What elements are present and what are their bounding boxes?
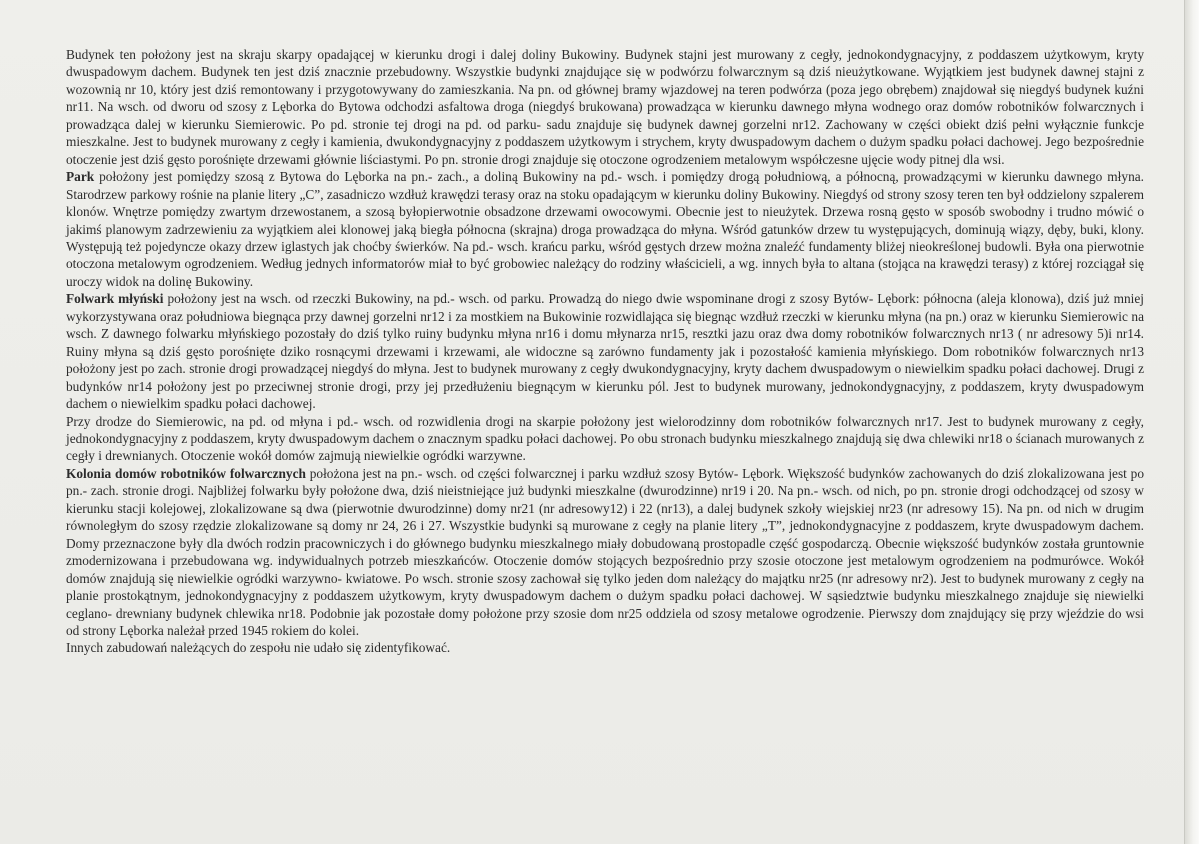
paragraph-text: Innych zabudowań należących do zespołu nie udało się zidentyfikować. [66, 640, 451, 656]
paragraph-text: Przy drodze do Siemierowic, na pd. od młyna i pd.- wsch. od rozwidlenia drogi na skarpie położony jest wielorodzinny dom robotników folwarcznych nr17. Jest to budynek murowany z cegły, jednokondygnacyjny z poddaszem, kryty dwuspadowym dachem o znacznym spadku połaci dachowej. Po obu stronach budynku mieszkalnego znajdują się dwa chlewiki nr18 o ścianach murowanych z cegły i drewnianych. Otoczenie wokół domów zajmują niewielkie ogródki warzywne. [66, 413, 1144, 464]
paragraph-workers-colony [66, 465, 1144, 640]
page-edge-shadow [1184, 0, 1199, 844]
paragraph-closing [66, 639, 1144, 656]
paragraph-stable-building [66, 46, 1144, 168]
paragraph-heading-park: Park [66, 169, 95, 185]
paragraph-text: położony jest pomiędzy szosą z Bytowa do Lęborka na pn.- zach., a doliną Bukowiny na pd.- wsch. i pomiędzy drogą południową, a północną, prowadzącymi w kierunku dawnego młyna. Starodrzew parkowy rośnie na planie litery „C”, zasadniczo wzdłuż krawędzi terasy oraz na stoku opadającym w kierunku doliny Bukowiny. Niegdyś od strony szosy teren ten był oddzielony szpalerem klonów. Wnętrze pomiędzy zwartym drzewostanem, a szosą byłopierwotnie obsadzone drzewami owocowymi. Obecnie jest to nieużytek. Drzewa rosną gęsto w sposób swobodny i trudno mówić o jakimś planowym zadrzewieniu za wyjątkiem alei klonowej jaką biegła północna (skrajna) droga prowadząca do młyna. Wśród gatunków drzew tu występujących, dominują wiązy, dęby, buki, klony. Występują też pojedyncze okazy drzew iglastych jak choćby świerków. Na pd.- wsch. krańcu parku, wśród gęstych drzew można znaleźć fundamenty bliżej nieokreślonej budowli. Była ona pierwotnie otoczona metalowym ogrodzeniem. Według jednych informatorów miał to być grobowiec należący do rodziny właścicieli, a wg. innych była to altana (stojąca na krawędzi terasy) z której rozciągał się uroczy widok na dolinę Bukowiny. [66, 169, 1144, 289]
paragraph-text: Budynek ten położony jest na skraju skarpy opadającej w kierunku drogi i dalej doliny Bukowiny. Budynek stajni jest murowany z cegły, jednokondygnacyjny, z poddaszem użytkowym, kryty dwuspadowym dachem. Budynek ten jest dziś znacznie przebudowny. Wszystkie budynki znajdujące się w podwórzu folwarcznym są dziś nieużytkowane. Wyjątkiem jest budynek dawnej stajni z wozownią nr 10, który jest dziś remontowany i przygotowywany do zamieszkania. Na pn. od głównej bramy wjazdowej na teren podwórza (poza jego obrębem) znajdował się niegdyś budynek kuźni nr11. Na wsch. od dworu od szosy z Lęborka do Bytowa odchodzi asfaltowa droga (niegdyś brukowana) prowadząca w kierunku dawnego młyna wodnego oraz domów robotników folwarcznych i prowadząca dalej w kierunku Siemierowic. Po pd. stronie tej drogi na pd. od parku- sadu znajduje się budynek dawnej gorzelni nr12. Zachowany w części obiekt dziś pełni wyłącznie funkcje mieszkalne. Jest to budynek murowany z cegły i kamienia, dwukondygnacyjny z poddaszem użytkowym i strychem, kryty dwuspadowym dachem o dużym spadku połaci dachowej. Jego bezpośrednie otoczenie jest dziś gęsto porośnięte drzewami głównie liściastymi. Po pn. stronie drogi znajduje się otoczone ogrodzeniem metalowym współczesne ujęcie wody pitnej dla wsi. [66, 47, 1144, 167]
paragraph-text: położony jest na wsch. od rzeczki Bukowiny, na pd.- wsch. od parku. Prowadzą do niego dwie wspominane drogi z szosy Bytów- Lębork: północna (aleja klonowa), dziś już mniej wykorzystywana oraz południowa biegnąca przy dawnej gorzelni nr12 i za mostkiem na Bukowinie rozwidlająca się biegnąc wzdłuż rzeczki w kierunku młyna (na pn.) oraz w kierunku Siemierowic na wsch. Z dawnego folwarku młyńskiego pozostały do dziś tylko ruiny budynku młyna nr16 i domu młynarza nr15, resztki jazu oraz dwa domy robotników folwarcznych nr13 ( nr adresowy 5)i nr14. Ruiny młyna są dziś gęsto porośnięte dziko rosnącymi drzewami i krzewami, ale widoczne są zarówno fundamenty jak i pozostałość kamienia młyńskiego. Dom robotników folwarcznych nr13 położony jest po zach. stronie drogi prowadzącej niegdyś do młyna. Jest to budynek murowany z cegły dwukondygnacyjny, kryty dachem dwuspadowym o niewielkim spadku połaci dachowej. Drugi z budynków nr14 położony jest po przeciwnej stronie drogi, przy jej przedłużeniu biegnącym w kierunku pól. Jest to budynek murowany, jednokondygnacyjny, z poddaszem, kryty dwuspadowym dachem o niewielkim spadku połaci dachowej. [66, 291, 1144, 412]
paragraph-siemierowice-road [66, 413, 1144, 465]
paragraph-mill-farm [66, 290, 1144, 412]
paragraph-text: położona jest na pn.- wsch. od części folwarcznej i parku wzdłuż szosy Bytów- Lębork. Większość budynków zachowanych do dziś zlokalizowana jest po pn.- zach. stronie drogi. Najbliżej folwarku były położone dwa, dziś nieistniejące już budynki mieszkalne (dwurodzinne) nr19 i 20. Na pn.- wsch. od nich, po pn. stronie drogi odchodzącej od szosy w kierunku stacji kolejowej, zlokalizowane są dwa (pierwotnie dwurodzinne) domy nr21 (nr adresowy12) i 22 (nr13), a dalej budynek szkoły wiejskiej nr23 (nr adresowy 15). Na pn. od nich w drugim równoległym do szosy rzędzie zlokalizowane są domy nr 24, 26 i 27. Wszystkie budynki są murowane z cegły na planie litery „T”, jednokondygnacyjne z poddaszem, kryte dwuspadowym dachem. Domy przeznaczone były dla dwóch rodzin pracowniczych i do głównego budynku mieszkalnego miały dobudowaną prostopadle część gospodarczą. Obecnie większość budynków została gruntownie zmodernizowana i przebudowana wg. indywidualnych potrzeb mieszkańców. Otoczenie domów stojących bezpośrednio przy szosie otoczone jest metalowym ogrodzeniem na podmurówce. Wokół domów znajdują się niewielkie ogródki warzywno- kwiatowe. Po wsch. stronie szosy zachował się tylko jeden dom należący do majątku nr25 (nr adresowy nr2). Jest to budynek murowany z cegły na planie prostokątnym, jednokondygnacyjny z poddaszem użytkowym, kryty dwuspadowym dachem o dużym spadku połaci dachowej. W sąsiedztwie budynku mieszkalnego znajduje się niewielki ceglano- drewniany budynek chlewika nr18. Podobnie jak pozostałe domy położone przy szosie dom nr25 oddziela od szosy metalowe ogrodzenie. Pierwszy dom znajdujący się przy wjeździe do wsi od strony Lęborka należał przed 1945 rokiem do kolei. [66, 465, 1144, 638]
paragraph-heading-workers-colony: Kolonia domów robotników folwarcznych [66, 465, 306, 481]
paragraph-park [66, 168, 1144, 290]
paragraph-heading-mill-farm: Folwark młyński [66, 291, 164, 307]
document-body [66, 46, 1144, 657]
